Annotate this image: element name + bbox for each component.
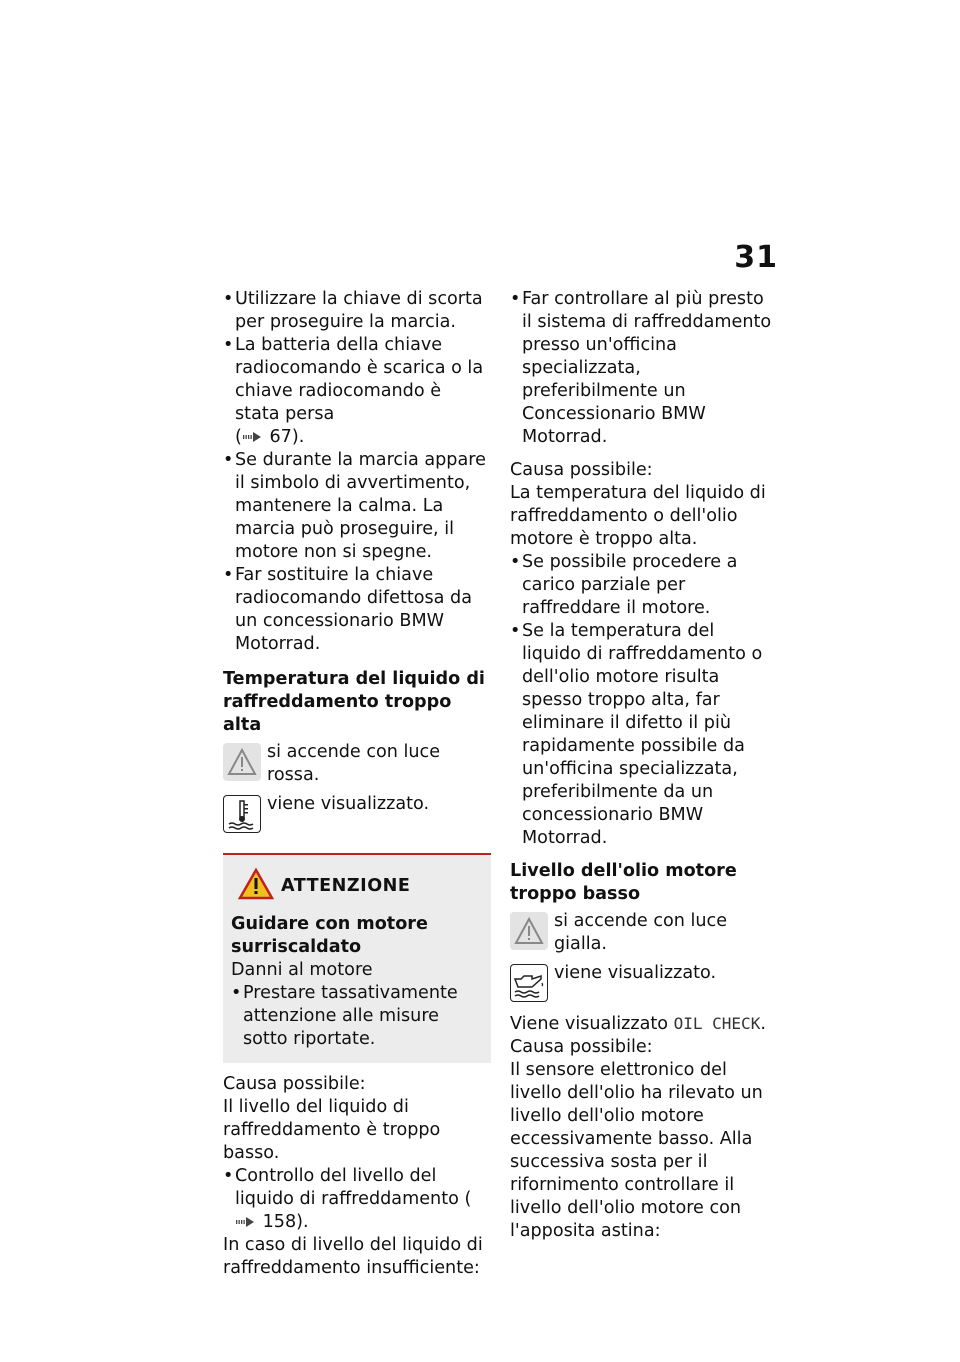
indicator-text: viene visualizzato. — [267, 794, 430, 814]
warning-triangle-icon — [510, 912, 548, 950]
section-heading-coolant: Temperatura del liquido di raffreddamento troppo alta — [223, 669, 485, 735]
section-heading-oil: Livello dell'olio motore troppo basso — [510, 861, 737, 904]
indicator-row — [223, 741, 491, 787]
page-ref-open: ( — [235, 427, 242, 447]
cause-label: Causa possibile: — [510, 1037, 653, 1057]
page-reference-arrow-icon — [242, 431, 264, 443]
caution-list-item: • Prestare tassativamente attenzione alle misure sotto riportate. — [231, 982, 483, 1051]
list-item: • Se possibile procedere a carico parziale per raffreddare il motore. — [510, 551, 778, 620]
list-item — [223, 334, 491, 449]
page-number: 31 — [734, 240, 778, 275]
page-reference-arrow-icon — [235, 1216, 257, 1228]
indicator-row — [510, 962, 778, 1008]
indicator-text: si accende con luce rossa. — [267, 742, 441, 785]
list-item: • Utilizzare la chiave di scorta per proseguire la marcia. — [223, 288, 491, 334]
warning-triangle-icon — [237, 867, 275, 901]
cause-label: Causa possibile: — [223, 1074, 366, 1094]
list-item — [223, 1165, 491, 1234]
warning-triangle-icon — [223, 743, 261, 781]
cause-text: La temperatura del liquido di raffreddamento o dell'olio motore è troppo alta. — [510, 483, 766, 549]
caution-title: ATTENZIONE — [281, 876, 411, 896]
indicator-row — [223, 793, 491, 839]
oil-can-icon — [510, 964, 548, 1002]
caution-box — [223, 853, 491, 1063]
oil-display-suffix: . — [760, 1014, 766, 1034]
cause-text: Il livello del liquido di raffreddamento è troppo basso. — [223, 1097, 441, 1163]
coolant-temperature-icon — [223, 795, 261, 833]
list-item: • Far sostituire la chiave radiocomando difettosa da un concessionario BMW Motorrad. — [223, 564, 491, 656]
right-column — [510, 288, 778, 1243]
oil-display-line — [510, 1012, 778, 1036]
list-item-text: Controllo del livello del liquido di raffreddamento ( — [235, 1166, 472, 1209]
indicator-text: si accende con luce gialla. — [554, 911, 728, 954]
oil-display-prefix: Viene visualizzato — [510, 1014, 669, 1034]
cause-label: Causa possibile: — [510, 460, 653, 480]
caution-header — [231, 867, 483, 903]
list-item: • Se la temperatura del liquido di raffreddamento o dell'olio motore risulta spesso troppo alta, far eliminare il difetto il più rapidamente possibile da un'officina specializzata, preferibilmente da un concessionario BMW Motorrad. — [510, 620, 778, 850]
left-column — [223, 288, 491, 1280]
oil-display-code: OIL CHECK — [673, 1014, 761, 1033]
page-ref-number: 67). — [269, 427, 305, 447]
caution-danger: Danni al motore — [231, 960, 373, 980]
list-item: • Far controllare al più presto il sistema di raffreddamento presso un'officina specializzata, preferibilmente un Concessionario BMW Motorrad. — [510, 288, 778, 449]
sensor-text: Il sensore elettronico del livello dell'olio ha rilevato un livello dell'olio motore eccessivamente basso. Alla successiva sosta per il rifornimento controllare il livello dell'olio motore con l'apposita astina: — [510, 1060, 763, 1241]
insufficient-text: In caso di livello del liquido di raffreddamento insufficiente: — [223, 1235, 483, 1278]
caution-subtitle: Guidare con motore surriscaldato — [231, 914, 428, 957]
list-item: • Se durante la marcia appare il simbolo di avvertimento, mantenere la calma. La marcia può proseguire, il motore non si spegne. — [223, 449, 491, 564]
page-ref-number: 158). — [262, 1212, 309, 1232]
indicator-text: viene visualizzato. — [554, 963, 717, 983]
indicator-row — [510, 910, 778, 956]
list-item-text: La batteria della chiave radiocomando è scarica o la chiave radiocomando è stata persa — [235, 335, 484, 424]
